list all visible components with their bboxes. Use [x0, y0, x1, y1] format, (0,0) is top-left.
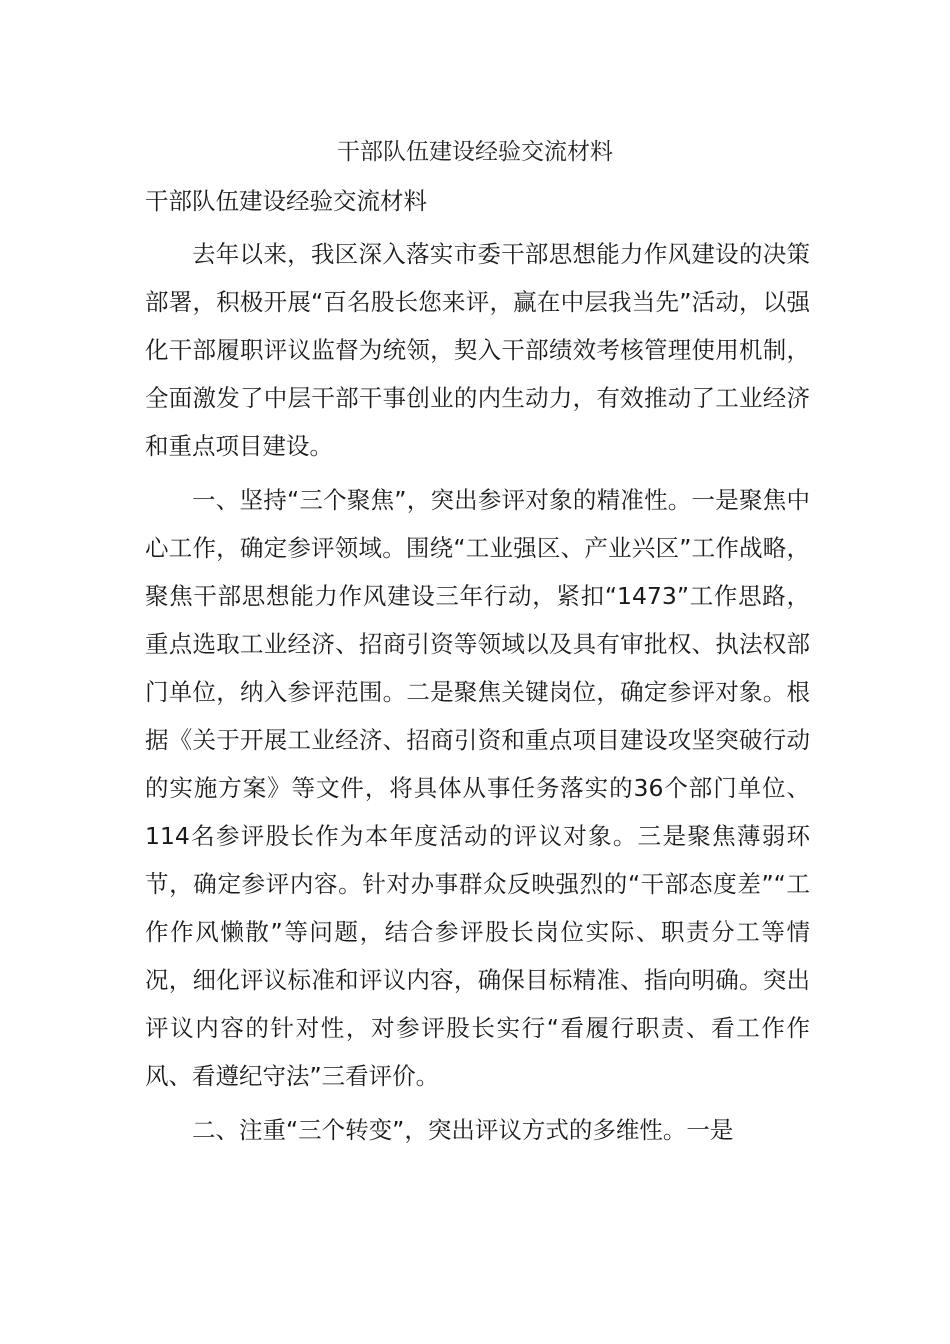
paragraph-section-two: 二、注重“三个转变”，突出评议方式的多维性。一是: [192, 1116, 734, 1144]
document-subtitle: 干部队伍建设经验交流材料: [145, 187, 427, 215]
document-body: [145, 230, 810, 1160]
paragraph-section-one: 一、坚持“三个聚焦”，突出参评对象的精准性。一是聚焦中心工作，确定参评领域。围绕“工业强区、产业兴区”工作战略，聚焦干部思想能力作风建设三年行动，紧扣“1473”工作思路，重点选取工业经济、招商引资等领域以及具有审批权、执法权部门单位，纳入参评范围。二是聚焦关键岗位，确定参评对象。根据《关于开展工业经济、招商引资和重点项目建设攻坚突破行动的实施方案》等文件，将具体从事任务落实的36个部门单位、114名参评股长作为本年度活动的评议对象。三是聚焦薄弱环节，确定参评内容。针对办事群众反映强烈的“干部态度差”“工作作风懒散”等问题，结合参评股长岗位实际、职责分工等情况，细化评议标准和评议内容，确保目标精准、指向明确。突出评议内容的针对性，对参评股长实行“看履行职责、看工作作风、看遵纪守法”三看评价。: [145, 486, 810, 1090]
document-title: 干部队伍建设经验交流材料: [337, 139, 613, 165]
paragraph-intro: 去年以来，我区深入落实市委干部思想能力作风建设的决策部署，积极开展“百名股长您来评，赢在中层我当先”活动，以强化干部履职评议监督为统领，契入干部绩效考核管理使用机制，全面激发了中层干部干事创业的内生动力，有效推动了工业经济和重点项目建设。: [145, 240, 810, 460]
